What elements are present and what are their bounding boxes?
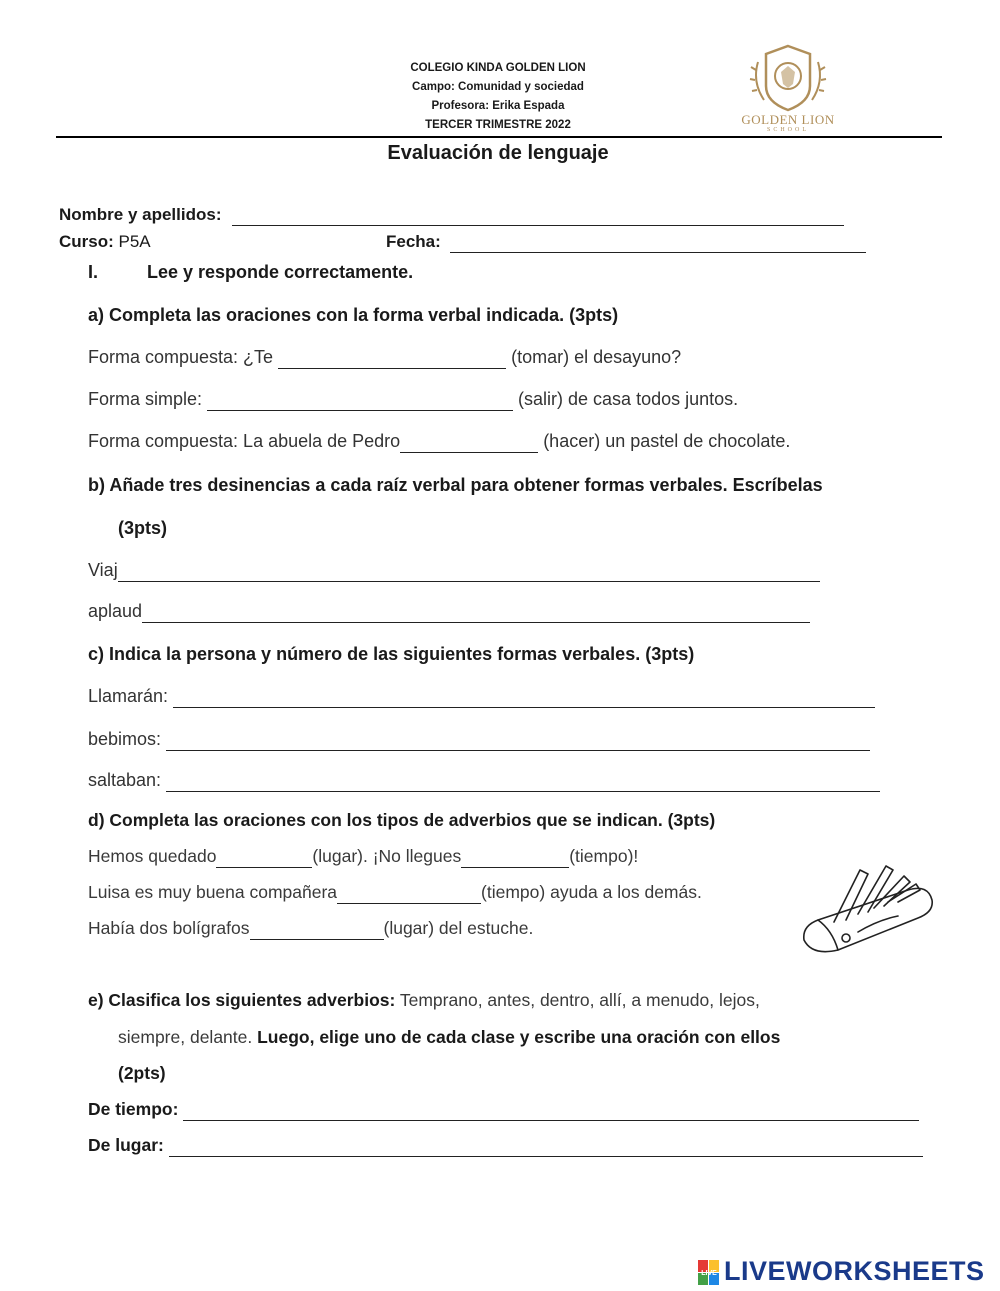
date-label: Fecha: [386, 232, 441, 251]
question-a-line-2 [88, 389, 738, 411]
answer-input[interactable] [400, 434, 538, 453]
course-value: P5A [118, 232, 151, 251]
question-d-heading: d) Completa las oraciones con los tipos de adverbios que se indican. (3pts) [88, 810, 716, 830]
question-a-line-1 [88, 347, 681, 369]
liveworksheets-wordmark: LIVEWORKSHEETS [724, 1256, 985, 1286]
answer-input[interactable] [250, 921, 384, 940]
pencil-case-icon [798, 860, 938, 956]
question-d-line-2 [88, 882, 702, 904]
logo-subtext: SCHOOL [766, 127, 809, 133]
tiempo-label: De tiempo: [88, 1099, 184, 1119]
question-e-lugar-row [88, 1135, 923, 1157]
line-text: Forma compuesta: La abuela de Pedro [88, 431, 401, 451]
line-text: Hemos quedado [88, 846, 217, 866]
verb-root: Viaj [88, 560, 118, 580]
lion-crest-icon [736, 42, 840, 114]
adverb-list: Temprano, antes, dentro, allí, a menudo, lejos, [395, 990, 760, 1010]
line-text: (tiempo) ayuda a los demás. [481, 882, 702, 902]
course-row [59, 232, 151, 252]
verb-root: aplaud [88, 601, 143, 621]
answer-input[interactable] [173, 689, 875, 708]
question-c-line-2 [88, 729, 870, 751]
question-b-line-1 [88, 560, 820, 582]
line-text: (hacer) un pastel de chocolate. [538, 431, 791, 451]
verb-form: bebimos: [88, 729, 167, 749]
logo-text: GOLDEN LION [741, 112, 835, 127]
section-heading: Lee y responde correctamente. [147, 262, 414, 282]
header-rule [56, 136, 942, 138]
lugar-label: De lugar: [88, 1135, 169, 1155]
line-text: (lugar). ¡No llegues [312, 846, 462, 866]
line-text: Forma compuesta: ¿Te [88, 347, 279, 367]
question-a-line-3 [88, 431, 790, 453]
lugar-input[interactable] [169, 1138, 923, 1157]
course-label: Curso: [59, 232, 114, 251]
question-e-line-1 [88, 990, 760, 1011]
question-d-line-3 [88, 918, 533, 940]
question-d-line-1 [88, 846, 638, 868]
line-text: (tomar) el desayuno? [506, 347, 682, 367]
question-e-instruction: Luego, elige uno de cada clase y escribe una oración con ellos [252, 1027, 781, 1047]
answer-input[interactable] [166, 732, 870, 751]
school-logo [736, 42, 840, 134]
question-b-line-2 [88, 601, 810, 623]
date-input[interactable] [450, 234, 866, 253]
answer-input[interactable] [216, 849, 312, 868]
badge-letters: LIVE [701, 1269, 717, 1277]
question-e-points: (2pts) [118, 1063, 166, 1083]
question-e-heading: e) Clasifica los siguientes adverbios: [88, 990, 396, 1010]
line-text: (lugar) del estuche. [383, 918, 534, 938]
date-row [386, 232, 866, 253]
question-b-points: (3pts) [118, 518, 167, 538]
liveworksheets-badge-icon [698, 1260, 720, 1286]
teacher-line: Profesora: Erika Espada [431, 100, 565, 112]
name-row [59, 205, 844, 226]
line-text: Había dos bolígrafos [88, 918, 250, 938]
verb-form: saltaban: [88, 770, 167, 790]
question-a-heading: a) Completa las oraciones con la forma verbal indicada. (3pts) [88, 305, 619, 325]
school-name: COLEGIO KINDA GOLDEN LION [410, 62, 586, 74]
name-input[interactable] [232, 207, 844, 226]
tiempo-input[interactable] [183, 1102, 919, 1121]
answer-input[interactable] [207, 392, 513, 411]
answer-input[interactable] [166, 773, 880, 792]
adverb-list-end: siempre, delante. [118, 1027, 253, 1047]
name-label: Nombre y apellidos: [59, 205, 222, 224]
question-b-heading: b) Añade tres desinencias a cada raíz verbal para obtener formas verbales. Escríbelas [88, 475, 823, 495]
question-c-line-1 [88, 686, 875, 708]
question-c-line-3 [88, 770, 880, 792]
question-e-tiempo-row [88, 1099, 919, 1121]
line-text: Forma simple: [88, 389, 208, 409]
line-text: Luisa es muy buena compañera [88, 882, 338, 902]
term-line: TERCER TRIMESTRE 2022 [425, 119, 571, 131]
answer-input[interactable] [142, 604, 810, 623]
question-c-heading: c) Indica la persona y número de las siguientes formas verbales. (3pts) [88, 644, 695, 664]
answer-input[interactable] [118, 563, 820, 582]
section-number: I. [88, 262, 99, 282]
page-title: Evaluación de lenguaje [387, 142, 609, 164]
line-text: (tiempo)! [569, 846, 639, 866]
line-text: (salir) de casa todos juntos. [513, 389, 739, 409]
verb-form: Llamarán: [88, 686, 174, 706]
campo-line: Campo: Comunidad y sociedad [412, 81, 584, 93]
question-e-line-2 [118, 1027, 780, 1048]
answer-input[interactable] [337, 885, 481, 904]
answer-input[interactable] [461, 849, 569, 868]
answer-input[interactable] [278, 350, 506, 369]
